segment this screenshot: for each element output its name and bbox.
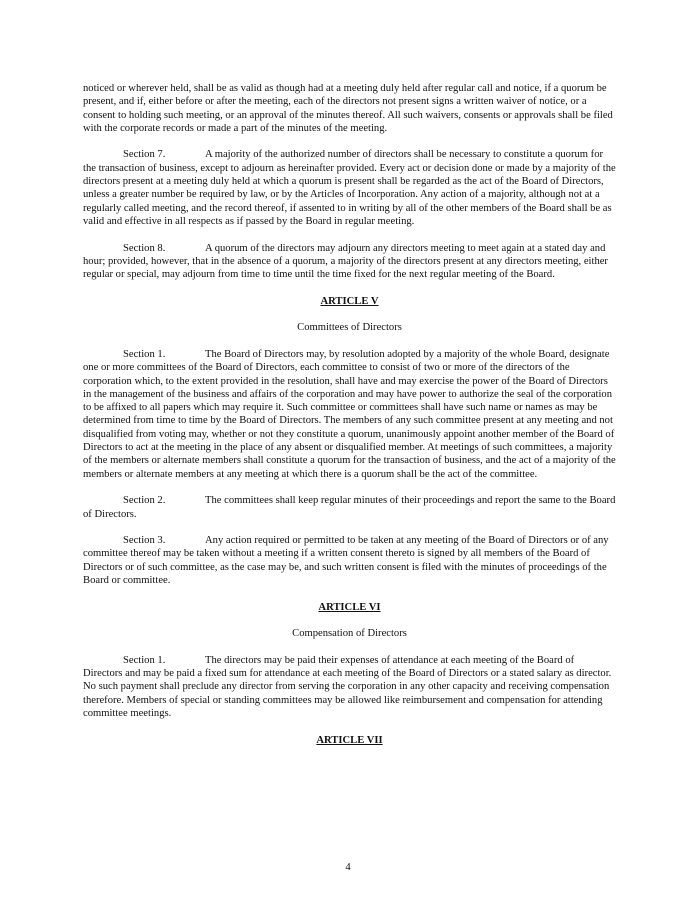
section-text: The committees shall keep regular minutes of their proceedings and report the same to the Board of Directors. xyxy=(83,495,616,520)
document-page xyxy=(83,82,616,760)
section-label: Section 1. xyxy=(123,654,166,666)
article-v-heading: ARTICLE V xyxy=(320,295,379,307)
article-iv-section-7 xyxy=(83,148,616,228)
article-vi-heading: ARTICLE VI xyxy=(318,601,381,613)
section-label: Section 7. xyxy=(123,149,166,161)
intro-paragraph: noticed or wherever held, shall be as valid as though had at a meeting duly held after regular call and notice, if a quorum be present, and if, either before or after the meeting, each of the directors not present signs a written waiver of notice, or a consent to holding such meeting, or an approval of the minutes thereof. All such waivers, consents or approvals shall be filed with the corporate records or made a part of the minutes of the meeting. xyxy=(83,83,613,134)
section-text: The Board of Directors may, by resolution adopted by a majority of the whole Board, designate one or more committees of the Board of Directors, each committee to consist of two or more of the directors of the corporation which, to the extent provided in the resolution, shall have and may exercise the power of the Board of Directors in the management of the business and affairs of the corporation and may have power to authorize the seal of the corporation to be affixed to all papers which may require it. Such committee or committees shall have such name or names as may be determined from time to time by the Board of Directors. The members of any such committee present at any meeting and not disqualified from voting may, whether or not they constitute a quorum, unanimously appoint another member of the Board of Directors to act at the meeting in the place of any absent or disqualified member. At meetings of such committees, a majority of the members or alternate members shall constitute a quorum for the transaction of business, and the act of a majority of the members or alternate members at any meeting at which there is a quorum shall be the act of the committee. xyxy=(83,348,616,480)
section-text: The directors may be paid their expenses of attendance at each meeting of the Board of Directors and may be paid a fixed sum for attendance at each meeting of the Board of Directors or a stated salary as director. No such payment shall preclude any director from serving the corporation in any other capacity and receiving compensation therefore. Members of special or standing committees may be allowed like reimbursement and compensation for attending committee meetings. xyxy=(83,654,612,719)
article-vi-section-1 xyxy=(83,654,616,720)
section-label: Section 8. xyxy=(123,242,166,254)
article-vii-heading: ARTICLE VII xyxy=(316,734,383,746)
article-v-section-3 xyxy=(83,534,616,587)
article-v-subheading: Committees of Directors xyxy=(297,322,402,334)
section-text: A quorum of the directors may adjourn any directors meeting to meet again at a stated day and hour; provided, however, that in the absence of a quorum, a majority of the directors present at any directors meeting, either regular or special, may adjourn from time to time until the time fixed for the next regular meeting of the Board. xyxy=(83,242,608,281)
article-iv-section-8 xyxy=(83,242,616,282)
article-vi-subheading: Compensation of Directors xyxy=(292,628,407,640)
section-text: A majority of the authorized number of directors shall be necessary to constitute a quorum for the transaction of business, except to adjourn as hereinafter provided. Every act or decision done or made by a majority of the directors present at a meeting duly held at which a quorum is present shall be regarded as the act of the Board of Directors, unless a greater number be required by law, or by the Articles of Incorporation. Any action of a majority, although not at a regularly called meeting, and the record thereof, if assented to in writing by all of the other members of the Board shall be as valid and effective in all respects as if passed by the Board in regular meeting. xyxy=(83,149,616,227)
section-label: Section 1. xyxy=(123,348,166,360)
section-label: Section 2. xyxy=(123,495,166,507)
section-text: Any action required or permitted to be taken at any meeting of the Board of Directors or of any committee thereof may be taken without a meeting if a written consent thereto is signed by all members of the Board of Directors or of such committee, as the case may be, and such written consent is filed with the minutes of proceedings of the Board or committee. xyxy=(83,535,609,586)
article-v-section-1 xyxy=(83,348,616,481)
section-label: Section 3. xyxy=(123,535,166,547)
page-number: 4 xyxy=(345,862,351,873)
article-v-section-2 xyxy=(83,494,616,521)
